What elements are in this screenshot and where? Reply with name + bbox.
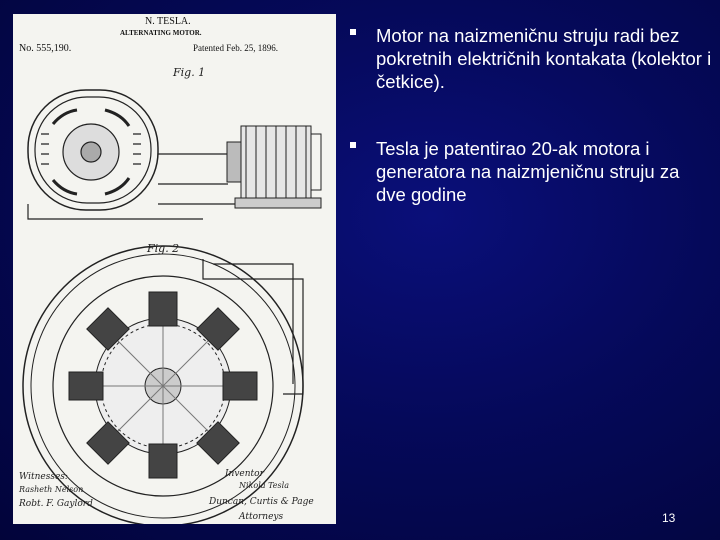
- bullet-square-icon: [350, 142, 356, 148]
- bullet-text: Tesla je patentirao 20-ak motora i generatora na naizmjeničnu struju za dve godine: [376, 138, 680, 205]
- patent-drawing-svg: [13, 14, 336, 524]
- svg-text:Robt. F. Gaylord: Robt. F. Gaylord: [19, 499, 93, 509]
- patent-number: No. 555,190.: [19, 43, 72, 54]
- tesla-patent-drawing: [13, 14, 336, 524]
- bullet-item: [340, 137, 712, 206]
- attorneys-label: Attorneys: [239, 512, 284, 522]
- witnesses-label: Witnesses:: [19, 472, 68, 482]
- svg-text:Nikola Tesla: Nikola Tesla: [239, 481, 289, 490]
- fig1-motor: [28, 90, 238, 219]
- patent-title: ALTERNATING MOTOR.: [120, 29, 202, 37]
- fig1-generator: [227, 126, 321, 208]
- patent-date: Patented Feb. 25, 1896.: [193, 43, 278, 53]
- bullet-square-icon: [350, 29, 356, 35]
- svg-text:Rasheth Nelson: Rasheth Nelson: [19, 485, 84, 494]
- slide-number: 13: [662, 511, 676, 525]
- fig2-label: Fig. 2: [147, 242, 180, 255]
- bullet-text: Motor na naizmeničnu struju radi bez pokretnih električnih kontakata (kolektor i četkice).: [376, 25, 712, 92]
- bullet-list: [340, 24, 712, 250]
- patent-inventor: N. TESLA.: [145, 16, 191, 27]
- inventor-label: Inventor: [225, 469, 264, 479]
- svg-text:Duncan, Curtis & Page: Duncan, Curtis & Page: [209, 497, 314, 507]
- bullet-item: [340, 24, 712, 93]
- fig1-label: Fig. 1: [173, 66, 206, 79]
